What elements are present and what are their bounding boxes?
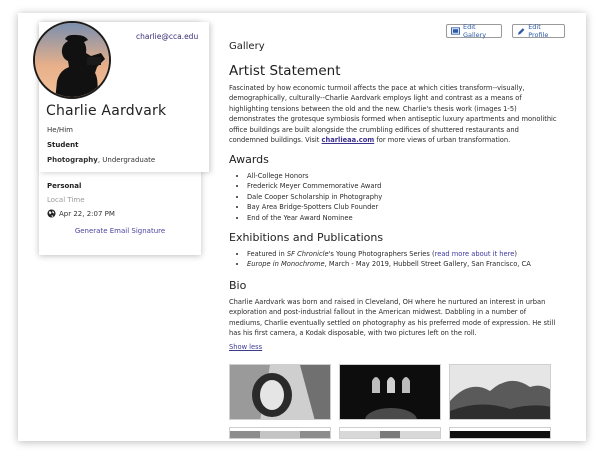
- edit-gallery-button[interactable]: [446, 24, 502, 38]
- pencil-icon: [517, 27, 525, 36]
- website-link[interactable]: charlieaa.com: [321, 136, 375, 145]
- exhibition-suffix: ): [514, 250, 517, 258]
- program-name: Photography: [47, 156, 98, 164]
- program-level: , Undergraduate: [97, 156, 156, 164]
- program: [47, 156, 155, 164]
- exhibition-title: Europe in Monochrome: [247, 260, 325, 269]
- read-more-link[interactable]: read more about it here: [434, 250, 515, 258]
- edit-gallery-label: Edit Gallery: [463, 23, 487, 39]
- list-item: • Dale Cooper Scholarship in Photography: [247, 192, 559, 202]
- exhibitions-list: [239, 249, 559, 270]
- globe-icon: [47, 209, 56, 218]
- personal-section-heading: Personal: [47, 182, 82, 190]
- role: Student: [47, 141, 79, 149]
- gallery-thumbnail[interactable]: [229, 427, 331, 439]
- gallery-thumbnail[interactable]: [339, 427, 441, 439]
- list-item: • Bay Area Bridge-Spotters Club Founder: [247, 202, 559, 212]
- statement-tail: for more views of urban transformation.: [374, 136, 511, 145]
- show-less-link[interactable]: Show less: [229, 343, 263, 351]
- bio-heading: Bio: [229, 279, 247, 292]
- list-item: [247, 259, 559, 269]
- local-time: [47, 209, 115, 218]
- gallery-icon: [451, 27, 460, 35]
- local-time-label: Local Time: [47, 196, 85, 204]
- edit-profile-label: Edit Profile: [528, 23, 549, 39]
- artist-statement-heading: Artist Statement: [229, 63, 341, 79]
- list-item: • End of the Year Award Nominee: [247, 213, 559, 223]
- profile-page: [18, 13, 586, 441]
- exhibitions-heading: Exhibitions and Publications: [229, 231, 384, 244]
- statement-body: Fascinated by how economic turmoil affects the pace at which cities transform--visually, demographically, culturally--Charlie Aardvark employs light and contrast as a means of highlighting tensions between the old and the new. Charlie's thesis work (images 1-5) demonstrates the grotesque symbiosis formed when antiseptic luxury apartments and monolithic office buildings are built alongside the crumbling edifices of shuttered restaurants and condemned buildings. Visit: [229, 84, 557, 145]
- email-link[interactable]: charlie@cca.edu: [136, 32, 199, 41]
- awards-list: [239, 171, 559, 223]
- list-item: • Frederick Meyer Commemorative Award: [247, 181, 559, 191]
- gallery-thumbnail[interactable]: [449, 427, 551, 439]
- generate-email-signature-link[interactable]: Generate Email Signature: [74, 227, 166, 235]
- bio-text: Charlie Aardvark was born and raised in Cleveland, OH where he nurtured an interest in urban exploration and post-industrial fallout in the American midwest. Dabbling in a number of mediums, Charlie eventually settled on photography as his preferred mode of expression. He still has his first camera, a Kodak disposable, with two pictures left on the roll.: [229, 298, 556, 338]
- local-time-value: Apr 22, 2:07 PM: [59, 209, 115, 218]
- awards-heading: Awards: [229, 153, 269, 166]
- profile-name: Charlie Aardvark: [46, 103, 167, 119]
- avatar: [33, 21, 111, 99]
- list-item: • All-College Honors: [247, 171, 559, 181]
- gallery-heading: Gallery: [229, 41, 265, 52]
- list-item: [247, 249, 559, 259]
- edit-profile-button[interactable]: [512, 24, 565, 38]
- artist-statement-text: [229, 83, 559, 145]
- exhibition-title: SF Chronicle: [286, 250, 329, 258]
- gallery-thumbnail[interactable]: [339, 364, 441, 420]
- exhibition-detail: , March - May 2019, Hubbell Street Gallery, San Francisco, CA: [324, 260, 531, 269]
- pronouns: He/Him: [47, 126, 73, 134]
- exhibition-prefix: Featured in: [247, 250, 287, 258]
- gallery-thumbnail[interactable]: [449, 364, 551, 420]
- gallery-thumbnail[interactable]: [229, 364, 331, 420]
- exhibition-detail: 's Young Photographers Series (: [328, 250, 435, 258]
